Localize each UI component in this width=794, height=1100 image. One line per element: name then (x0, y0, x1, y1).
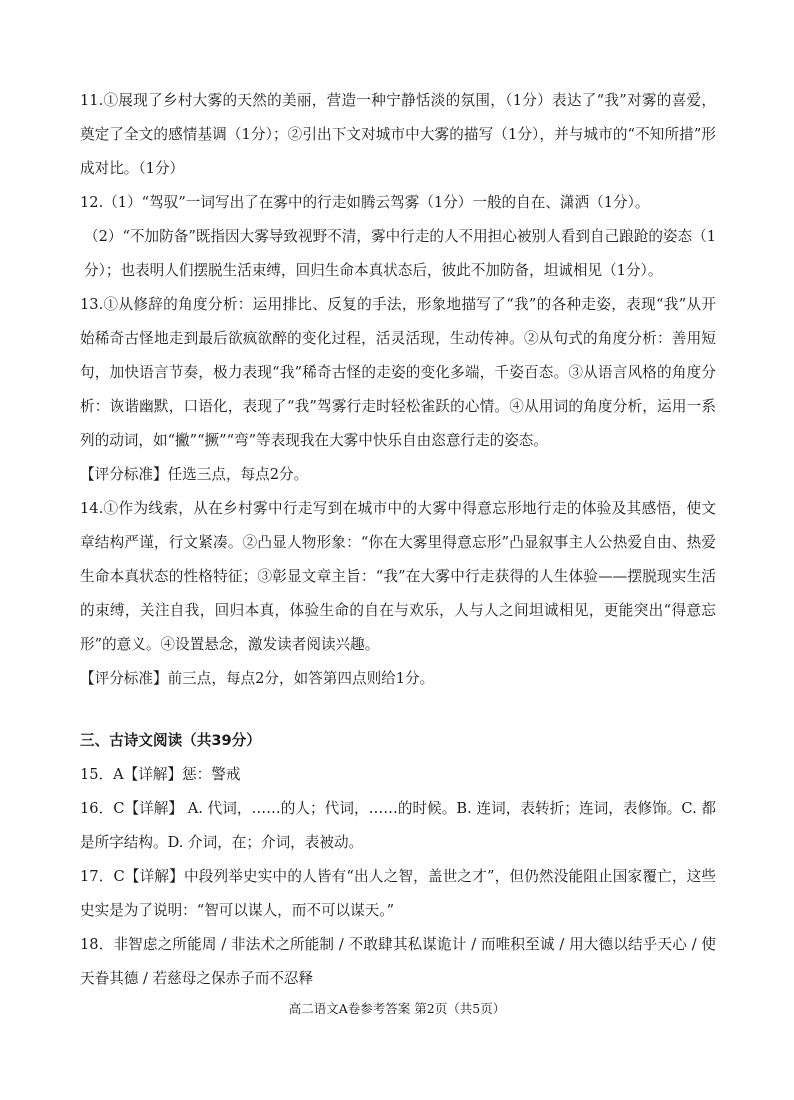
section-title-classical-reading: 三、古诗文阅读（共39分） (80, 732, 261, 749)
answer-17: 17．C【详解】中段列举史实中的人皆有“出人之智，盖世之才”，但仍然没能阻止国家覆亡，这些史实是为了说明：“智可以谋人，而不可以谋天。” (80, 868, 716, 919)
answer-11: 11.①展现了乡村大雾的天然的美丽，营造一种宁静恬淡的氛围，（1分）表达了“我”对雾的喜爱，奠定了全文的感情基调（1分）；②引出下文对城市中大雾的描写（1分），并与城市的“不知所措”形成对比。（1分） (80, 92, 716, 177)
scoring-standard-14: 【评分标准】前三点，每点2分，如答第四点则给1分。 (80, 670, 435, 687)
answer-15: 15．A【详解】惩：警戒 (80, 766, 241, 783)
scoring-standard-13: 【评分标准】任选三点，每点2分。 (80, 466, 309, 483)
answer-12-2: （2）“不加防备”既指因大雾导致视野不清，雾中行走的人不用担心被别人看到自己踉跄的姿态（1分）；也表明人们摆脱生活束缚，回归生命本真状态后，彼此不加防备，坦诚相见（1分）。 (84, 228, 716, 279)
answer-sheet-page (80, 84, 716, 996)
answer-13: 13.①从修辞的角度分析：运用排比、反复的手法，形象地描写了“我”的各种走姿，表现“我”从开始稀奇古怪地走到最后欲疯欲醉的变化过程，活灵活现，生动传神。②从句式的角度分析：善用短句，加快语言节奏，极力表现“我”稀奇古怪的走姿的变化多端，千姿百态。③从语言风格的角度分析：诙谐幽默，口语化，表现了“我”驾雾行走时轻松雀跃的心情。④从用词的角度分析，运用一系列的动词，如“撇”“撅”“弯”等表现我在大雾中快乐自由恣意行走的姿态。 (80, 296, 716, 449)
page-footer: 高二语文A卷参考答案 第2页（共5页） (288, 1001, 506, 1016)
answer-18: 18．非智虑之所能周 / 非法术之所能制 / 不敢肆其私谋诡计 / 而唯积至诚 / 用大德以结乎天心 / 使天眷其德 / 若慈母之保赤子而不忍释 (80, 936, 716, 987)
answer-16: 16．C【详解】 A. 代词，……的人；代词，……的时候。B. 连词，表转折；连词，表修饰。C. 都是所字结构。D. 介词，在；介词，表被动。 (80, 800, 716, 851)
answer-12-1: 12.（1）“驾驭”一词写出了在雾中的行走如腾云驾雾（1分）一般的自在、潇洒（1分）。 (80, 194, 650, 211)
answer-14: 14.①作为线索，从在乡村雾中行走写到在城市中的大雾中得意忘形地行走的体验及其感悟，使文章结构严谨，行文紧凑。②凸显人物形象：“你在大雾里得意忘形”凸显叙事主人公热爱自由、热爱生命本真状态的性格特征；③彰显文章主旨：“我”在大雾中行走获得的人生体验——摆脱现实生活的束缚，关注自我，回归本真，体验生命的自在与欢乐，人与人之间坦诚相见，更能突出“得意忘形”的意义。④设置悬念，激发读者阅读兴趣。 (80, 500, 716, 653)
